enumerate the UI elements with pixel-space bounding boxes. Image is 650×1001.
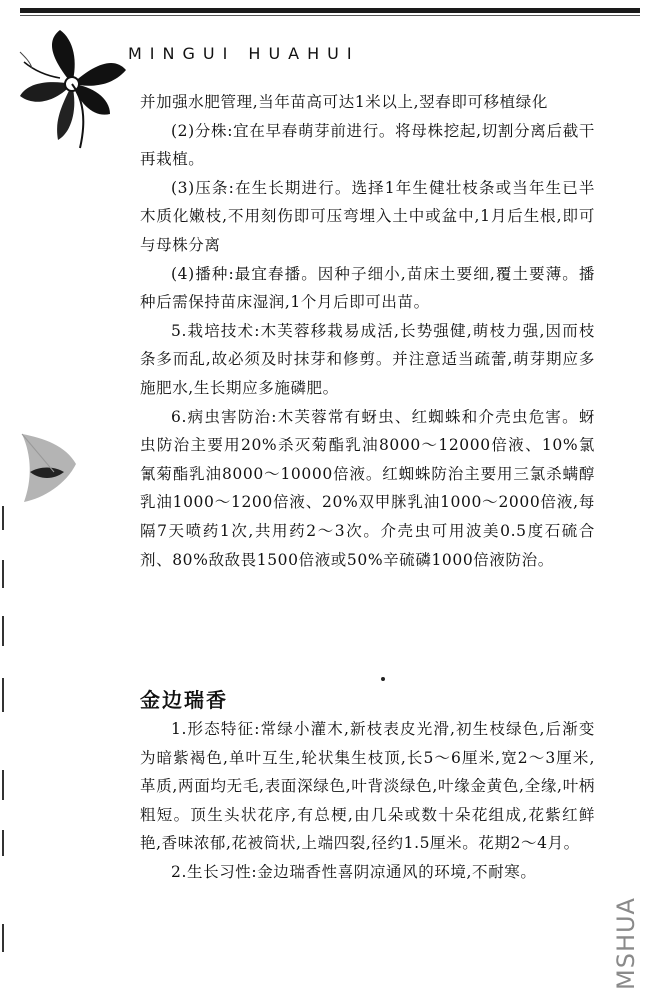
margin-mark — [2, 678, 4, 712]
paragraph: 5.栽培技术:木芙蓉移栽易成活,长势强健,萌枝力强,因而枝条多而乱,故必须及时抹芽和修剪。并注意适当疏蕾,萌芽期应多施肥水,生长期应多施磷肥。 — [140, 321, 595, 397]
paragraph: (4)播种:最宜春播。因种子细小,苗床土要细,覆土要薄。播种后需保持苗床湿润,1个月后即可出苗。 — [140, 264, 595, 312]
section-heading: 金边瑞香 — [140, 688, 228, 712]
orchid-flower-decoration — [14, 22, 132, 152]
margin-mark — [2, 616, 4, 646]
leaf-decoration — [14, 428, 84, 506]
paragraph: 6.病虫害防治:木芙蓉常有蚜虫、红蜘蛛和介壳虫危害。蚜虫防治主要用20%杀灭菊酯乳油8000～12000倍液、10%氯氰菊酯乳油8000～10000倍液。红蜘蛛防治主要用三氯杀螨醇乳油1000～1200倍液、20%双甲脒乳油1000～2000倍液,每隔7天喷药1次,共用药2～3次。介壳虫可用波美0.5度石硫合剂、80%敌敌畏1500倍液或50%辛硫磷1000倍液防治。 — [140, 407, 595, 569]
margin-mark — [2, 770, 4, 800]
running-header: MINGUI HUAHUI — [128, 44, 360, 63]
paragraph: 2.生长习性:金边瑞香性喜阴凉通风的环境,不耐寒。 — [171, 862, 537, 881]
ink-dot — [381, 677, 385, 681]
paragraph: (2)分株:宜在早春萌芽前进行。将母株挖起,切割分离后截干再栽植。 — [140, 121, 595, 169]
paragraph: 1.形态特征:常绿小灌木,新枝表皮光滑,初生枝绿色,后渐变为暗紫褐色,单叶互生,轮状集生枝顶,长5～6厘米,宽2～3厘米,革质,两面均无毛,表面深绿色,叶背淡绿色,叶缘金黄色,全缘,叶柄粗短。顶生头状花序,有总梗,由几朵或数十朵花组成,花紫红鲜艳,香味浓郁,花被筒状,上端四裂,径约1.5厘米。花期2～4月。 — [140, 720, 595, 853]
header-rule — [20, 8, 640, 13]
paragraph: (3)压条:在生长期进行。选择1年生健壮枝条或当年生已半木质化嫩枝,不用刻伤即可压弯埋入土中或盆中,1月后生根,即可与母株分离 — [140, 178, 595, 254]
margin-mark — [2, 506, 4, 530]
margin-mark — [2, 924, 4, 952]
margin-mark — [2, 830, 4, 856]
body-text-top — [140, 88, 595, 574]
margin-mark — [2, 560, 4, 588]
header-rule-thin — [20, 15, 640, 16]
watermark: MSHUA — [612, 897, 640, 990]
body-text-bottom — [140, 715, 595, 887]
paragraph: 并加强水肥管理,当年苗高可达1米以上,翌春即可移植绿化 — [140, 93, 548, 111]
